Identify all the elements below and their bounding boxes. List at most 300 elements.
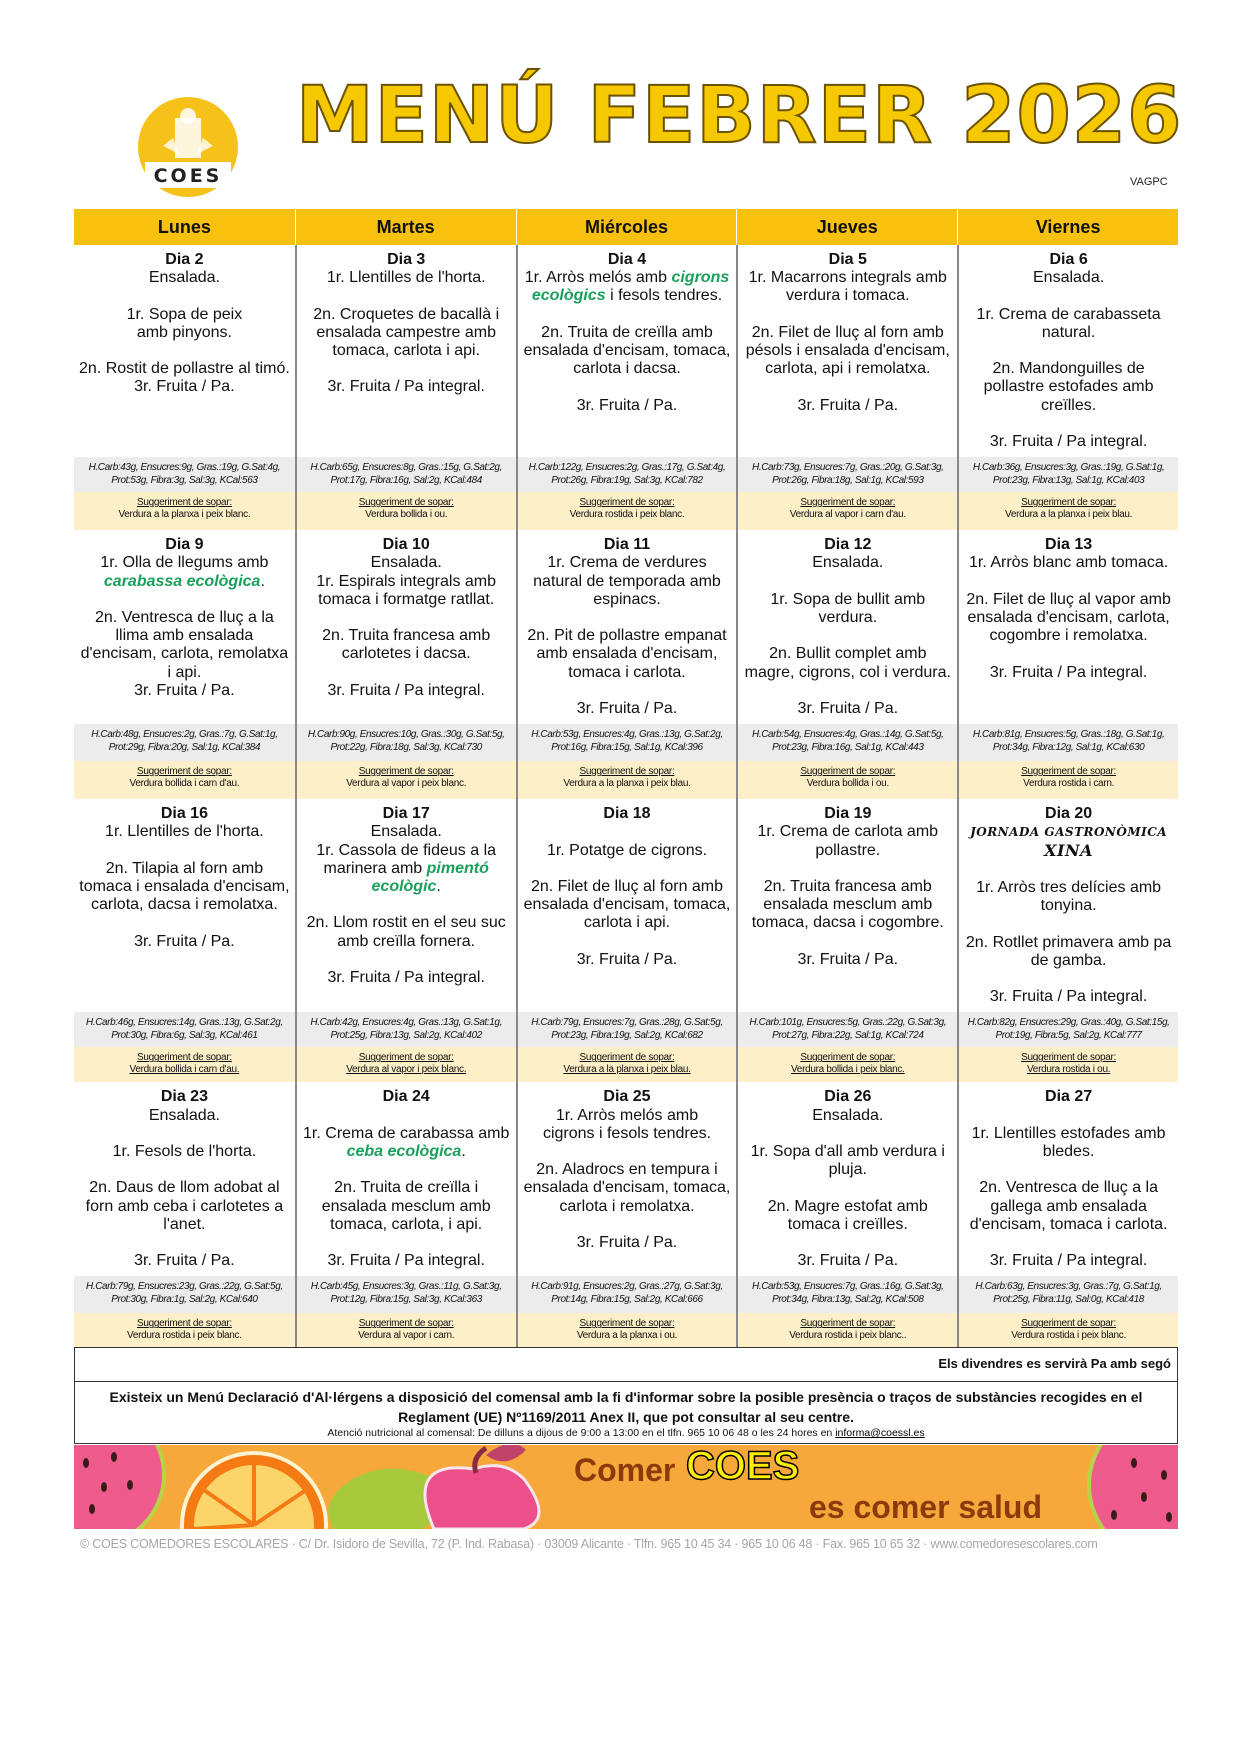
menu-line: 2n. Truita francesa amb — [322, 627, 491, 645]
dinner-suggestion-label: Suggeriment de sopar: — [800, 497, 896, 509]
dinner-suggestion-text: Verdura a la planxa i peix blau. — [563, 778, 691, 790]
organic-highlight: ceba ecològica — [346, 1142, 462, 1160]
menu-line — [522, 682, 733, 700]
nutrition-info — [297, 1012, 516, 1047]
menu-text: . — [260, 572, 265, 590]
menu-line: 3r. Fruita / Pa integral. — [989, 988, 1148, 1006]
day-label: Dia 17 — [382, 805, 430, 823]
menu-line: 3r. Fruita / Pa integral. — [989, 432, 1148, 450]
email-link[interactable]: informa@coessl.es — [835, 1427, 925, 1440]
day-menu — [297, 530, 516, 724]
menu-line: Ensalada. — [148, 1106, 220, 1124]
menu-line: 2n. Rostit de pollastre al timó. — [79, 360, 290, 378]
comer-coes-banner — [74, 1445, 1178, 1529]
dinner-suggestion-text: Verdura a la planxa i peix blanc. — [118, 509, 251, 521]
day-label: Dia 18 — [603, 805, 651, 823]
dinner-suggestion — [959, 1047, 1178, 1082]
banner-coes: COES — [686, 1445, 800, 1489]
menu-line: verdura i tomaca. — [785, 287, 910, 305]
menu-line: ensalada mesclum amb — [763, 896, 933, 914]
menu-line — [742, 1234, 953, 1252]
allergen-line-2: Reglament (UE) Nº1169/2011 Anex II, que pot consultar al seu centre. — [398, 1409, 854, 1426]
day-menu — [518, 1082, 737, 1276]
dinner-suggestion — [518, 761, 737, 799]
menu-line — [78, 287, 291, 305]
menu-line: 1r. Potatge de cigrons. — [546, 841, 708, 859]
menu-line: ensalada d'encisam, tomaca, — [523, 896, 731, 914]
menu-line — [522, 933, 733, 951]
dinner-suggestion-label: Suggeriment de sopar: — [1021, 1318, 1117, 1330]
week-row — [74, 245, 1178, 530]
menu-line — [301, 1234, 512, 1252]
day-label: Dia 26 — [824, 1088, 872, 1106]
menu-line: 2n. Tilapia al forn amb — [105, 859, 264, 877]
menu-line — [963, 342, 1174, 360]
menu-line — [742, 1125, 953, 1143]
menu-line — [78, 1161, 291, 1179]
dinner-suggestion — [518, 1313, 737, 1347]
dinner-suggestion — [738, 1047, 957, 1082]
dinner-suggestion-label: Suggeriment de sopar: — [136, 1318, 232, 1330]
nutrition-line: Prot:29g, Fibra:20g, Sal:1g, KCal:384 — [108, 742, 261, 754]
menu-line: amb creïlla fornera. — [337, 932, 476, 950]
menu-line: 2n. Truita de creïlla i — [334, 1179, 479, 1197]
nutrition-line: H.Carb:90g, Ensucres:10g, Gras.:30g, G.Sat:5g, — [307, 729, 505, 741]
menu-line: llima amb ensalada — [115, 627, 254, 645]
day-menu — [959, 530, 1178, 724]
menu-line: 3r. Fruita / Pa integral. — [327, 1252, 485, 1270]
dinner-suggestion-label: Suggeriment de sopar: — [1021, 1052, 1117, 1064]
menu-line: 1r. Crema de carabassa amb — [303, 1124, 510, 1142]
day-menu — [959, 1082, 1178, 1276]
menu-line — [963, 915, 1174, 933]
day-menu — [738, 799, 957, 1012]
nutrition-info — [738, 724, 957, 761]
day-label: Dia 20 — [1045, 805, 1093, 823]
logo-text: COES — [153, 165, 223, 187]
menu-line: 1r. Arròs tres delícies amb — [976, 878, 1162, 896]
dinner-suggestion-text: Verdura bollida i ou. — [365, 509, 448, 521]
dinner-suggestion-text: Verdura al vapor i peix blanc. — [346, 778, 467, 790]
nutrition-info — [297, 457, 516, 492]
menu-line — [963, 1107, 1174, 1125]
menu-line — [742, 933, 953, 951]
day-label: Dia 6 — [1049, 251, 1088, 268]
menu-line — [78, 342, 291, 360]
menu-line: cogombre i remolatxa. — [989, 627, 1148, 645]
menu-line — [78, 591, 291, 609]
dinner-suggestion-label: Suggeriment de sopar: — [800, 1318, 896, 1330]
menu-line: 1r. Olla de llegums amb — [100, 554, 269, 572]
menu-line: 3r. Fruita / Pa integral. — [989, 663, 1148, 681]
menu-line: 2n. Filet de lluç al forn amb — [530, 877, 724, 895]
nutrition-line: Prot:23g, Fibra:13g, Sal:1g, KCal:403 — [992, 475, 1145, 487]
day-label: Dia 4 — [607, 251, 647, 268]
menu-line: 3r. Fruita / Pa. — [134, 681, 235, 699]
nutrition-line: Prot:26g, Fibra:18g, Sal:1g, KCal:593 — [772, 475, 924, 487]
dinner-suggestion-label: Suggeriment de sopar: — [358, 497, 454, 509]
nutrition-info — [738, 1276, 957, 1313]
menu-line: tomaca, dacsa i cogombre. — [751, 914, 944, 932]
day-menu — [74, 245, 295, 457]
day-cell — [74, 530, 295, 799]
dinner-suggestion-text: Verdura al vapor i peix blanc. — [346, 1064, 467, 1076]
dinner-suggestion-text: Verdura rostida i peix blanc.. — [789, 1330, 907, 1342]
day-menu — [738, 245, 957, 457]
menu-line: d'encisam, tomaca i carlota. — [969, 1215, 1168, 1233]
nutrition-info — [74, 1012, 295, 1047]
nutrition-line: Prot:30g, Fibra:6g, Sal:3g, KCal:461 — [111, 1030, 258, 1042]
menu-line: forn amb ceba i carlotetes a — [85, 1197, 284, 1215]
coes-logo — [137, 96, 239, 198]
nutrition-line: Prot:23g, Fibra:16g, Sal:1g, KCal:443 — [772, 742, 924, 754]
menu-line: de gamba. — [1030, 951, 1107, 969]
dinner-suggestion — [959, 1313, 1178, 1347]
menu-line: bledes. — [1042, 1142, 1095, 1160]
day-label: Dia 3 — [387, 251, 426, 268]
nutrition-line: H.Carb:81g, Ensucres:5g, Gras.:18g, G.Sat:1g, — [972, 729, 1165, 741]
menu-line — [742, 860, 953, 878]
dinner-suggestion — [297, 761, 516, 799]
dinner-suggestion-label: Suggeriment de sopar: — [579, 766, 675, 778]
menu-line — [78, 1125, 291, 1143]
day-cell — [295, 1082, 516, 1347]
day-cell — [516, 1082, 737, 1347]
menu-text: i fesols tendres. — [605, 287, 723, 305]
day-label: Dia 19 — [824, 805, 872, 823]
organic-highlight: cigrons — [671, 269, 730, 287]
menu-line — [742, 306, 953, 324]
menu-line: tomaca i ensalada d'encisam, — [79, 877, 290, 895]
day-menu — [297, 245, 516, 457]
menu-line: 1r. Crema de verdures — [547, 554, 707, 572]
menu-line: 2n. Llom rostit en el seu suc — [306, 914, 506, 932]
menu-line: 2n. Truita de creïlla amb — [541, 323, 713, 341]
dinner-suggestion-text: Verdura bollida i carn d'au. — [129, 1064, 240, 1076]
menu-line: 3r. Fruita / Pa. — [576, 699, 678, 717]
nutrition-line: H.Carb:53g, Ensucres:4g, Gras.:13g, G.Sat:2g, — [531, 729, 723, 741]
organic-highlight: carabassa ecològica — [103, 572, 261, 590]
menu-line — [963, 1234, 1174, 1252]
day-menu — [738, 1082, 957, 1276]
week-row — [74, 1082, 1178, 1347]
nutrition-line: H.Carb:65g, Ensucres:8g, Gras.:15g, G.Sat:2g, — [310, 462, 502, 474]
menu-line: 3r. Fruita / Pa integral. — [327, 681, 485, 699]
week-row — [74, 530, 1178, 799]
menu-line: carlota, dacsa i remolatxa. — [91, 896, 278, 914]
menu-line: 2n. Croquetes de bacallà i — [313, 305, 500, 323]
menu-line: carlota i api. — [583, 914, 671, 932]
dinner-suggestion-label: Suggeriment de sopar: — [136, 1052, 232, 1064]
nutrition-info — [297, 724, 516, 761]
day-label: Dia 24 — [382, 1088, 430, 1106]
theme-day-cuisine: XINA — [1044, 840, 1094, 860]
day-menu — [959, 799, 1178, 1012]
menu-line: carlota i dacsa. — [573, 360, 681, 378]
weekday-tuesday: Martes — [295, 209, 516, 245]
menu-line: 2n. Aladrocs en tempura i — [536, 1161, 718, 1179]
dinner-suggestion-label: Suggeriment de sopar: — [1021, 497, 1117, 509]
menu-line: 2n. Ventresca de lluç a la — [979, 1179, 1158, 1197]
day-label: Dia 2 — [165, 251, 204, 268]
menu-line: 2n. Mandonguilles de — [992, 360, 1145, 378]
menu-line: 2n. Filet de lluç al forn amb — [751, 323, 944, 341]
menu-line: ensalada campestre amb — [316, 323, 497, 341]
dinner-suggestion-label: Suggeriment de sopar: — [800, 766, 896, 778]
dinner-suggestion-label: Suggeriment de sopar: — [579, 1318, 675, 1330]
nutrition-info — [74, 457, 295, 492]
menu-line — [301, 860, 512, 878]
menu-line — [301, 878, 512, 896]
menu-line: amb ensalada d'encisam, — [536, 645, 718, 663]
dinner-suggestion — [959, 492, 1178, 530]
nutrition-line: Prot:23g, Fibra:19g, Sal:2g, KCal:682 — [551, 1030, 703, 1042]
menu-line: carlota, api i remolatxa. — [765, 360, 931, 378]
nutrition-info — [74, 724, 295, 761]
menu-line: 3r. Fruita / Pa integral. — [327, 968, 485, 986]
menu-line — [301, 287, 512, 305]
dinner-suggestion-text: Verdura al vapor i carn. — [358, 1330, 455, 1342]
menu-line — [301, 951, 512, 969]
nutrition-line: Prot:22g, Fibra:18g, Sal:3g, KCal:730 — [330, 742, 482, 754]
menu-text: marinera amb — [323, 859, 427, 877]
day-cell — [74, 1082, 295, 1347]
menu-line: 1r. Llentilles de l'horta. — [326, 269, 486, 287]
banner-comer: Comer — [574, 1452, 676, 1489]
menu-code: VAGPC — [1130, 176, 1168, 188]
menu-line — [963, 287, 1174, 305]
nutrition-line: Prot:16g, Fibra:15g, Sal:1g, KCal:396 — [551, 742, 703, 754]
organic-highlight: ecològic — [371, 878, 437, 895]
menu-line: 1r. Cassola de fideus a la — [316, 841, 497, 859]
day-menu — [959, 245, 1178, 457]
menu-line: 1r. Arròs melós amb — [555, 1106, 699, 1124]
dinner-suggestion-text: Verdura rostida i ou. — [1026, 1064, 1111, 1076]
nutrition-line: H.Carb:53g, Ensucres:7g, Gras.:16g, G.Sat:3g, — [752, 1281, 944, 1293]
nutrition-line: H.Carb:43g, Ensucres:9g, Gras.:19g, G.Sat:4g, — [88, 462, 281, 474]
day-label: Dia 23 — [160, 1088, 208, 1106]
menu-line: tomaca, carlota i api. — [332, 342, 480, 359]
menu-line — [963, 970, 1174, 988]
nutrition-line: H.Carb:122g, Ensucres:2g, Gras.:17g, G.Sat:4g, — [528, 462, 726, 474]
menu-line: 2n. Ventresca de lluç a la — [95, 608, 274, 626]
day-label: Dia 16 — [160, 805, 208, 823]
menu-line: tomaca i formatge ratllat. — [318, 590, 495, 608]
menu-line: i api. — [167, 663, 202, 681]
dinner-suggestion — [74, 761, 295, 799]
menu-line: tomaca, carlota, i api. — [330, 1215, 483, 1233]
menu-line — [301, 664, 512, 682]
day-cell — [516, 530, 737, 799]
day-cell — [957, 530, 1178, 799]
menu-line: 1r. Sopa d'all amb verdura i — [750, 1142, 945, 1160]
menu-line: l'anet. — [163, 1215, 206, 1233]
menu-line — [522, 823, 733, 841]
menu-table — [74, 209, 1178, 1347]
allergen-notice — [75, 1382, 1177, 1427]
menu-line: 1r. Crema de carabasseta — [976, 305, 1161, 323]
dinner-suggestion-label: Suggeriment de sopar: — [579, 1052, 675, 1064]
day-cell — [736, 530, 957, 799]
menu-line — [522, 269, 733, 287]
menu-line: 3r. Fruita / Pa. — [797, 699, 899, 717]
day-label: Dia 9 — [165, 536, 204, 554]
menu-line: Ensalada. — [812, 1106, 884, 1124]
menu-line: 2n. Filet de lluç al vapor amb — [966, 590, 1171, 608]
menu-line — [301, 1143, 512, 1161]
nutrition-line: H.Carb:36g, Ensucres:3g, Gras.:19g, G.Sat:1g, — [972, 462, 1165, 474]
copyright-footer: © COES COMEDORES ESCOLARES · C/ Dr. Isidoro de Sevilla, 72 (P. Ind. Rabasa) · 03009 Alicante · Tlfn. 965 10 45 34 · 965 10 06 48 · Fax. 965 10 65 32 · www.comedoresescolares.com — [80, 1537, 1098, 1552]
nutrition-line: Prot:34g, Fibra:12g, Sal:1g, KCal:630 — [992, 742, 1145, 754]
weekday-header — [74, 209, 1178, 245]
nutrition-line: H.Carb:91g, Ensucres:2g, Gras.:27g, G.Sat:3g, — [531, 1281, 723, 1293]
nutrition-info — [959, 724, 1178, 761]
menu-line: 3r. Fruita / Pa. — [797, 1252, 899, 1270]
menu-line: 3r. Fruita / Pa integral. — [989, 1252, 1148, 1270]
day-cell — [516, 799, 737, 1082]
menu-line: verdura. — [818, 608, 878, 626]
day-cell — [516, 245, 737, 530]
menu-line: pollastre. — [815, 841, 881, 859]
menu-line — [522, 1216, 733, 1234]
menu-line: pésols i ensalada d'encisam, — [745, 342, 950, 359]
dinner-suggestion-label: Suggeriment de sopar: — [358, 766, 454, 778]
menu-line: carlotetes i dacsa. — [341, 645, 471, 663]
menu-line: 2n. Pit de pollastre empanat — [527, 627, 727, 645]
weekday-monday: Lunes — [157, 216, 211, 237]
nutrition-line: H.Carb:73g, Ensucres:7g, Gras.:20g, G.Sat:3g, — [752, 462, 944, 474]
menu-line: 3r. Fruita / Pa. — [797, 396, 899, 414]
menu-line: 2n. Magre estofat amb — [767, 1197, 928, 1215]
day-label: Dia 25 — [603, 1088, 651, 1106]
menu-line — [78, 573, 291, 591]
day-menu — [518, 799, 737, 1012]
menu-line — [301, 1107, 512, 1125]
dinner-suggestion-text: Verdura a la planxa i peix blau. — [1005, 509, 1133, 521]
dinner-suggestion-label: Suggeriment de sopar: — [579, 497, 675, 509]
menu-line — [522, 306, 733, 324]
menu-line: 1r. Arròs blanc amb tomaca. — [968, 554, 1169, 572]
menu-line: natural. — [1041, 323, 1096, 341]
menu-line: ensalada mesclum amb — [321, 1197, 491, 1215]
day-cell — [295, 530, 516, 799]
dinner-suggestion-text: Verdura bollida i carn d'au. — [129, 778, 240, 790]
menu-text: . — [436, 878, 441, 895]
menu-line: 3r. Fruita / Pa integral. — [327, 378, 485, 396]
menu-line: pollastre estofades amb — [983, 378, 1154, 396]
day-label: Dia 27 — [1045, 1088, 1093, 1106]
day-menu — [738, 530, 957, 724]
nutrition-line: H.Carb:48g, Ensucres:2g, Gras.:7g, G.Sat:1g, — [91, 729, 278, 741]
day-menu — [518, 245, 737, 457]
menu-line: Ensalada. — [370, 823, 442, 841]
day-menu — [518, 530, 737, 724]
nutrition-line: Prot:27g, Fibra:22g, Sal:1g, KCal:724 — [772, 1030, 924, 1042]
nutrition-line: Prot:19g, Fibra:5g, Sal:2g, KCal:777 — [995, 1030, 1142, 1042]
nutrition-line: Prot:25g, Fibra:11g, Sal:0g, KCal:418 — [993, 1294, 1144, 1306]
week-row — [74, 799, 1178, 1082]
day-label: Dia 13 — [1045, 536, 1093, 554]
dinner-suggestion-label: Suggeriment de sopar: — [800, 1052, 896, 1064]
menu-line: Ensalada. — [1033, 269, 1105, 287]
nutrition-line: Prot:34g, Fibra:13g, Sal:2g, KCal:508 — [772, 1294, 924, 1306]
page-title: MENÚ FEBRER 2026 — [296, 71, 1183, 161]
menu-line: 1r. Fesols de l'horta. — [112, 1142, 257, 1160]
dinner-suggestion-text: Verdura rostida i peix blanc. — [1011, 1330, 1126, 1342]
organic-highlight: ecològics — [531, 287, 606, 305]
dinner-suggestion-text: Verdura a la planxa i ou. — [576, 1330, 678, 1342]
day-cell — [957, 1082, 1178, 1347]
menu-line — [742, 378, 953, 396]
menu-line: 2n. Bullit complet amb — [769, 645, 927, 663]
menu-line — [522, 860, 733, 878]
weekday-thursday: Jueves — [736, 209, 957, 245]
dinner-suggestion-label: Suggeriment de sopar: — [136, 497, 232, 509]
menu-line — [301, 609, 512, 627]
menu-line: magre, cigrons, col i verdura. — [744, 663, 951, 681]
menu-line: gallega amb ensalada — [990, 1197, 1147, 1215]
menu-line: 1r. Crema de carlota amb — [757, 823, 939, 841]
menu-line — [963, 861, 1174, 879]
nutrition-line: H.Carb:63g, Ensucres:3g, Gras.:7g, G.Sat:1g, — [975, 1281, 1162, 1293]
menu-line: 1r. Espirals integrals amb — [316, 572, 497, 590]
menu-line: creïlles. — [1041, 396, 1097, 414]
menu-line — [78, 1234, 291, 1252]
day-cell — [957, 245, 1178, 530]
menu-line: natural de temporada amb — [533, 572, 721, 590]
dinner-suggestion — [297, 1313, 516, 1347]
dinner-suggestion-text: Verdura rostida i peix blanc. — [569, 509, 685, 521]
nutrition-info — [959, 457, 1178, 492]
footer-notes — [74, 1347, 1178, 1444]
menu-line: 3r. Fruita / Pa. — [576, 1233, 678, 1251]
nutrition-line: Prot:25g, Fibra:13g, Sal:2g, KCal:402 — [330, 1030, 482, 1042]
nutrition-line: H.Carb:79g, Ensucres:7g, Gras.:28g, G.Sat:5g, — [531, 1017, 723, 1029]
menu-line — [742, 1179, 953, 1197]
dinner-suggestion — [74, 492, 295, 530]
nutrition-line: H.Carb:82g, Ensucres:29g, Gras.:40g, G.Sat:15g, — [967, 1017, 1170, 1029]
nutrition-line: Prot:26g, Fibra:19g, Sal:3g, KCal:782 — [551, 475, 703, 487]
bread-note: Els divendres es servirà Pa amb segó — [75, 1348, 1177, 1382]
dinner-suggestion — [959, 761, 1178, 799]
menu-line — [522, 1143, 733, 1161]
dinner-suggestion-label: Suggeriment de sopar: — [136, 766, 232, 778]
menu-line: 2n. Rotllet primavera amb pa — [965, 933, 1172, 951]
menu-line: 1r. Macarrons integrals amb — [748, 269, 947, 287]
dinner-suggestion — [738, 761, 957, 799]
menu-line — [742, 682, 953, 700]
nutrition-line: H.Carb:42g, Ensucres:4g, Gras.:13g, G.Sat:1g, — [310, 1017, 502, 1029]
weekday-wednesday: Miércoles — [516, 209, 737, 245]
menu-line: carlota i remolatxa. — [559, 1197, 695, 1215]
menu-line — [522, 609, 733, 627]
menu-line: tomaca i creïlles. — [787, 1215, 908, 1233]
menu-line: tonyina. — [1040, 897, 1097, 915]
day-menu — [297, 799, 516, 1012]
day-cell — [74, 799, 295, 1082]
nutrition-info — [297, 1276, 516, 1313]
dinner-suggestion-text: Verdura rostida i carn. — [1023, 778, 1115, 790]
nutrition-info — [518, 724, 737, 761]
organic-highlight: pimentó — [426, 859, 489, 877]
nutrition-line: Prot:14g, Fibra:15g, Sal:2g, KCal:666 — [551, 1294, 703, 1306]
dinner-suggestion-text: Verdura rostida i peix blanc. — [127, 1330, 242, 1342]
menu-line: d'encisam, carlota, remolatxa — [80, 645, 289, 663]
menu-line: 1r. Llentilles estofades amb — [971, 1124, 1166, 1142]
menu-line: 1r. Sopa de peix — [126, 305, 243, 323]
day-cell — [74, 245, 295, 530]
menu-line — [522, 378, 733, 396]
